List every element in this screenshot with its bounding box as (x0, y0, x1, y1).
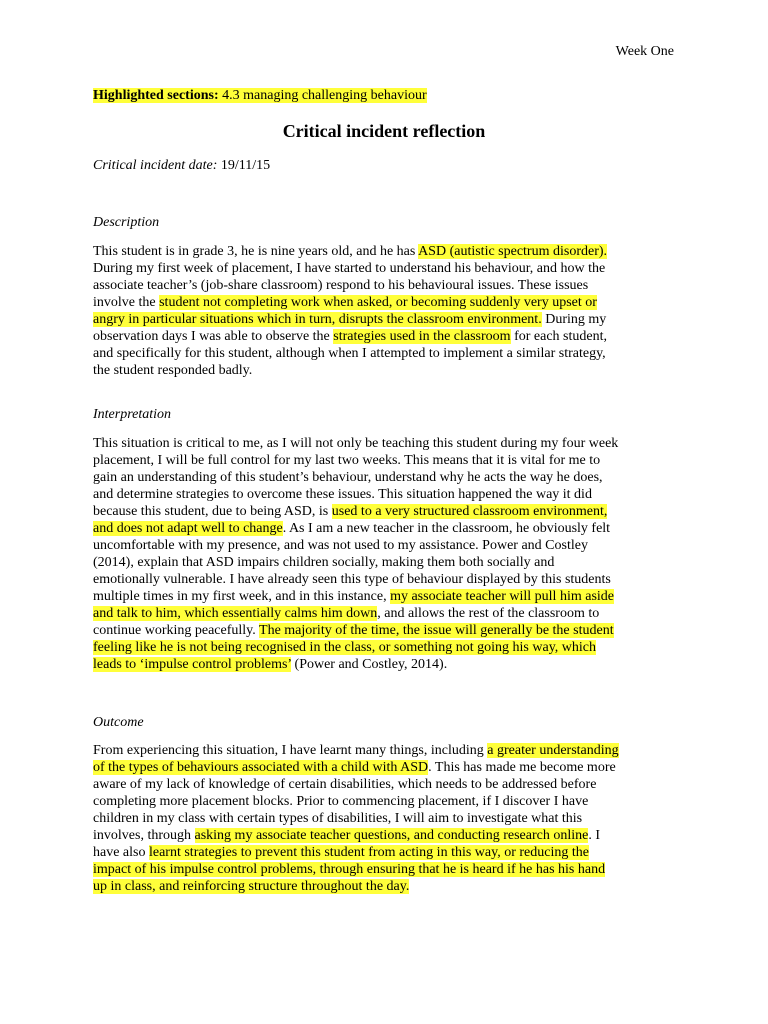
text-segment: . This has made me become more (428, 760, 616, 775)
text-line (93, 452, 683, 469)
text-segment: observation days I was able to observe the (93, 329, 334, 344)
text-segment: completing more placement blocks. Prior to commencing placement, if I discover I have (93, 794, 589, 809)
text-line (93, 776, 683, 793)
text-segment: involves, through (93, 828, 195, 843)
highlighted-text: asking my associate teacher questions, and conducting research online (194, 828, 589, 843)
description-paragraph (93, 243, 683, 379)
text-line (93, 554, 683, 571)
highlighted-text: learnt strategies to prevent this student from acting in this way, or reducing the (148, 845, 589, 860)
text-line (93, 605, 683, 622)
text-segment: and specifically for this student, although when I attempted to implement a similar strategy, (93, 346, 606, 361)
text-segment: gain an understanding of this student’s behaviour, understand why he acts the way he does, (93, 470, 603, 485)
text-line (93, 810, 683, 827)
incident-date (93, 157, 270, 175)
highlighted-sections-value: 4.3 managing challenging behaviour (218, 88, 427, 103)
highlighted-text: my associate teacher will pull him aside (390, 589, 614, 604)
text-segment: uncomfortable with my presence, and was not used to my assistance. Power and Costley (93, 538, 588, 553)
text-line (93, 588, 683, 605)
text-segment: because this student, due to being ASD, is (93, 504, 332, 519)
text-line (93, 793, 683, 810)
text-segment: (2014), explain that ASD impairs children socially, making them both socially and (93, 555, 555, 570)
highlighted-text: of the types of behaviours associated with a child with ASD (93, 760, 429, 775)
text-line (93, 742, 683, 759)
text-segment: This student is in grade 3, he is nine years old, and he has (93, 244, 419, 259)
text-line (93, 469, 683, 486)
highlighted-text: up in class, and reinforcing structure throughout the day. (93, 879, 410, 894)
text-line (93, 571, 683, 588)
highlighted-sections (93, 87, 427, 105)
text-line (93, 486, 683, 503)
text-line (93, 277, 683, 294)
highlighted-text: angry in particular situations which in turn, disrupts the classroom environment. (93, 312, 542, 327)
text-line (93, 520, 683, 537)
text-line (93, 260, 683, 277)
description-heading: Description (93, 215, 160, 230)
text-segment: , and allows the rest of the classroom to (377, 606, 600, 621)
text-line (93, 362, 683, 379)
highlighted-text: leads to ‘impulse control problems’ (93, 657, 292, 672)
text-segment: for each student, (510, 329, 607, 344)
text-segment: the student responded badly. (93, 363, 253, 378)
text-line (93, 639, 683, 656)
text-segment: and determine strategies to overcome these issues. This situation happened the way it did (93, 487, 592, 502)
page-title: Critical incident reflection (282, 121, 486, 141)
highlighted-text: used to a very structured classroom environment, (331, 504, 608, 519)
text-segment: placement, I will be full control for my last two weeks. This means that it is vital for me to (93, 453, 601, 468)
highlighted-text: and does not adapt well to change (93, 521, 283, 536)
highlighted-text: The majority of the time, the issue will generally be the student (259, 623, 614, 638)
text-segment: (Power and Costley, 2014). (291, 657, 448, 672)
text-line (93, 656, 683, 673)
highlighted-text: and talk to him, which essentially calms him down (93, 606, 378, 621)
text-line (93, 345, 683, 362)
interpretation-paragraph (93, 435, 683, 673)
highlighted-text: ASD (autistic spectrum disorder). (418, 244, 608, 259)
highlighted-sections-label: Highlighted sections: (93, 88, 219, 103)
text-segment: . I (588, 828, 600, 843)
text-line (93, 861, 683, 878)
text-line (93, 435, 683, 452)
interpretation-heading: Interpretation (93, 407, 172, 422)
incident-date-value: 19/11/15 (217, 158, 271, 173)
text-line (93, 759, 683, 776)
text-segment: During my first week of placement, I have started to understand his behaviour, and how the (93, 261, 606, 276)
text-line (93, 294, 683, 311)
text-segment: multiple times in my first week, and in this instance, (93, 589, 391, 604)
text-segment: have also (93, 845, 149, 860)
text-segment: involve the (93, 295, 160, 310)
highlighted-text: a greater understanding (487, 743, 619, 758)
highlighted-text: student not completing work when asked, or becoming suddenly very upset or (159, 295, 597, 310)
text-line (93, 537, 683, 554)
incident-date-label: Critical incident date: (93, 158, 218, 173)
week-label: Week One (615, 44, 674, 59)
text-segment: children in my class with certain types of disabilities, I will aim to investigate what this (93, 811, 583, 826)
text-line (93, 844, 683, 861)
text-segment: aware of my lack of knowledge of certain disabilities, which needs to be addressed before (93, 777, 597, 792)
text-line (93, 328, 683, 345)
text-segment: From experiencing this situation, I have learnt many things, including (93, 743, 488, 758)
text-line (93, 622, 683, 639)
text-segment: . As I am a new teacher in the classroom, he obviously felt (282, 521, 611, 536)
text-line (93, 311, 683, 328)
text-line (93, 827, 683, 844)
text-line (93, 878, 683, 895)
highlighted-text: strategies used in the classroom (333, 329, 511, 344)
text-segment: continue working peacefully. (93, 623, 260, 638)
highlighted-text: feeling like he is not being recognised in the class, or something not going his way, which (93, 640, 596, 655)
highlighted-text: impact of his impulse control problems, through ensuring that he is heard if he has his hand (93, 862, 606, 877)
text-line (93, 243, 683, 260)
text-segment: This situation is critical to me, as I will not only be teaching this student during my four week (93, 436, 619, 451)
outcome-paragraph (93, 742, 683, 895)
text-segment: During my (541, 312, 607, 327)
text-segment: emotionally vulnerable. I have already seen this type of behaviour displayed by this students (93, 572, 611, 587)
text-segment: associate teacher’s (job-share classroom) respond to his behavioural issues. These issues (93, 278, 589, 293)
text-line (93, 503, 683, 520)
outcome-heading: Outcome (93, 715, 144, 730)
